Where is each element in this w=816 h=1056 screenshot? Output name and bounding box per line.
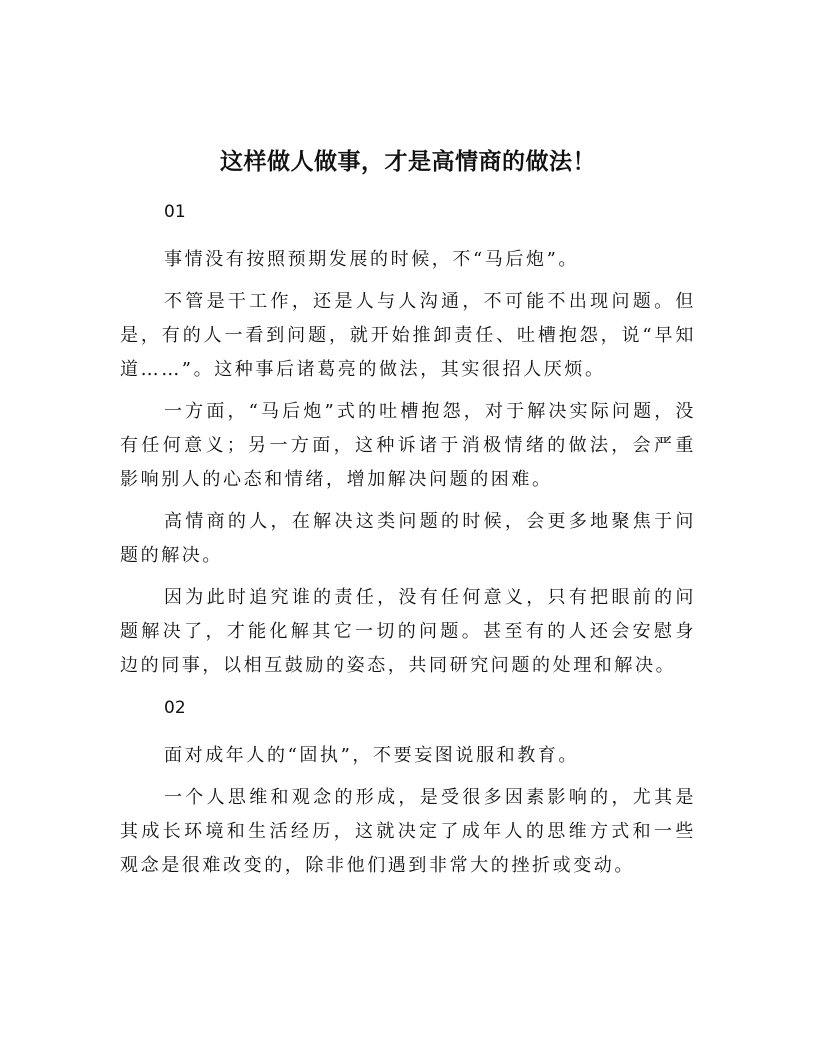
section-number: 02 — [164, 698, 186, 718]
paragraph: 一个人思维和观念的形成，是受很多因素影响的，尤其是其成长环境和生活经历，这就决定了成年人的思维方式和一些观念是很难改变的，除非他们遇到非常大的挫折或变动。 — [120, 787, 696, 876]
article-title: 这样做人做事，才是高情商的做法！ — [220, 149, 596, 175]
paragraph: 因为此时追究谁的责任，没有任何意义，只有把眼前的问题解决了，才能化解其它一切的问题。甚至有的人还会安慰身边的同事，以相互鼓励的姿态，共同研究问题的处理和解决。 — [120, 587, 696, 676]
section-02 — [120, 691, 696, 883]
paragraph: 高情商的人，在解决这类问题的时候，会更多地聚焦于问题的解决。 — [120, 511, 696, 566]
paragraph: 面对成年人的“固执”，不要妄图说服和教育。 — [164, 745, 580, 766]
paragraph: 一方面，“马后炮”式的吐槽抱怨，对于解决实际问题，没有任何意义；另一方面，这种诉诸于消极情绪的做法，会严重影响别人的心态和情绪，增加解决问题的困难。 — [120, 401, 696, 490]
section-number: 01 — [164, 202, 186, 222]
paragraph: 事情没有按照预期发展的时候，不“马后炮”。 — [164, 249, 580, 270]
article-body — [120, 195, 696, 891]
paragraph: 不管是干工作，还是人与人沟通，不可能不出现问题。但是，有的人一看到问题，就开始推卸责任、吐槽抱怨，说“早知道……”。这种事后诸葛亮的做法，其实很招人厌烦。 — [120, 291, 696, 380]
section-01 — [120, 195, 696, 683]
